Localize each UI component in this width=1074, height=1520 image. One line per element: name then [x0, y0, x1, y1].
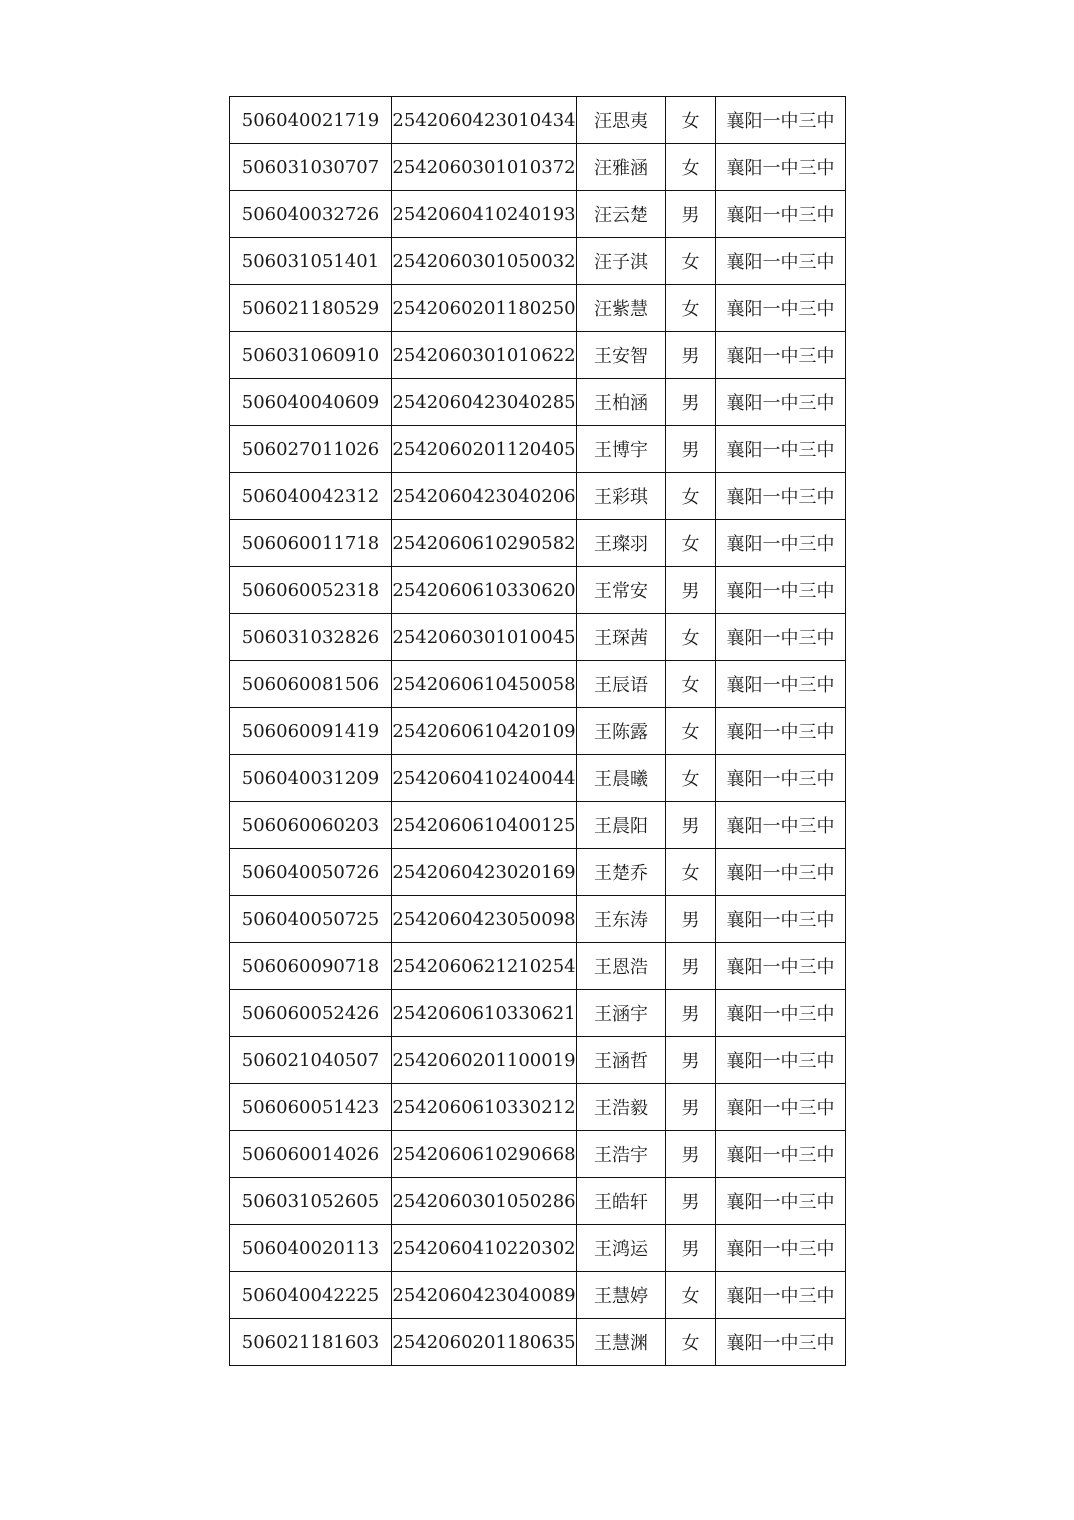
- table-row: [230, 755, 846, 802]
- gender-cell: 女: [666, 144, 716, 191]
- school-cell: 襄阳一中三中: [716, 1272, 846, 1319]
- registration-number-cell: 2542060410220302: [392, 1225, 577, 1272]
- table-row: [230, 1272, 846, 1319]
- registration-number-cell: 2542060301010372: [392, 144, 577, 191]
- registration-number-cell: 2542060610290582: [392, 520, 577, 567]
- student-name-cell: 王柏涵: [577, 379, 666, 426]
- school-cell: 襄阳一中三中: [716, 379, 846, 426]
- student-name-cell: 王安智: [577, 332, 666, 379]
- registration-number-cell: 2542060610330621: [392, 990, 577, 1037]
- gender-cell: 女: [666, 238, 716, 285]
- exam-number-cell: 506031060910: [230, 332, 392, 379]
- school-cell: 襄阳一中三中: [716, 520, 846, 567]
- school-cell: 襄阳一中三中: [716, 473, 846, 520]
- exam-number-cell: 506060052318: [230, 567, 392, 614]
- table-row: [230, 1319, 846, 1366]
- gender-cell: 男: [666, 1084, 716, 1131]
- table-row: [230, 97, 846, 144]
- school-cell: 襄阳一中三中: [716, 238, 846, 285]
- school-cell: 襄阳一中三中: [716, 755, 846, 802]
- roster-body: [230, 97, 846, 1366]
- table-row: [230, 426, 846, 473]
- table-row: [230, 661, 846, 708]
- registration-number-cell: 2542060423040089: [392, 1272, 577, 1319]
- school-cell: 襄阳一中三中: [716, 97, 846, 144]
- student-name-cell: 王慧渊: [577, 1319, 666, 1366]
- student-name-cell: 王晨曦: [577, 755, 666, 802]
- gender-cell: 男: [666, 990, 716, 1037]
- registration-number-cell: 2542060201180635: [392, 1319, 577, 1366]
- school-cell: 襄阳一中三中: [716, 1178, 846, 1225]
- student-name-cell: 王博宇: [577, 426, 666, 473]
- school-cell: 襄阳一中三中: [716, 661, 846, 708]
- table-row: [230, 896, 846, 943]
- registration-number-cell: 2542060423040206: [392, 473, 577, 520]
- table-row: [230, 614, 846, 661]
- registration-number-cell: 2542060410240044: [392, 755, 577, 802]
- exam-number-cell: 506060011718: [230, 520, 392, 567]
- table-row: [230, 849, 846, 896]
- table-row: [230, 1084, 846, 1131]
- table-row: [230, 285, 846, 332]
- student-name-cell: 王鸿运: [577, 1225, 666, 1272]
- student-name-cell: 王琛茜: [577, 614, 666, 661]
- gender-cell: 男: [666, 1178, 716, 1225]
- gender-cell: 男: [666, 1225, 716, 1272]
- exam-number-cell: 506060091419: [230, 708, 392, 755]
- registration-number-cell: 2542060201100019: [392, 1037, 577, 1084]
- gender-cell: 男: [666, 191, 716, 238]
- table-row: [230, 708, 846, 755]
- registration-number-cell: 2542060201180250: [392, 285, 577, 332]
- school-cell: 襄阳一中三中: [716, 1225, 846, 1272]
- gender-cell: 女: [666, 97, 716, 144]
- exam-number-cell: 506040040609: [230, 379, 392, 426]
- student-name-cell: 王慧婷: [577, 1272, 666, 1319]
- registration-number-cell: 2542060621210254: [392, 943, 577, 990]
- school-cell: 襄阳一中三中: [716, 144, 846, 191]
- registration-number-cell: 2542060301050286: [392, 1178, 577, 1225]
- table-row: [230, 144, 846, 191]
- student-name-cell: 王璨羽: [577, 520, 666, 567]
- exam-number-cell: 506060081506: [230, 661, 392, 708]
- gender-cell: 女: [666, 755, 716, 802]
- registration-number-cell: 2542060423040285: [392, 379, 577, 426]
- exam-number-cell: 506040020113: [230, 1225, 392, 1272]
- registration-number-cell: 2542060610420109: [392, 708, 577, 755]
- gender-cell: 女: [666, 285, 716, 332]
- exam-number-cell: 506021040507: [230, 1037, 392, 1084]
- student-name-cell: 汪云楚: [577, 191, 666, 238]
- student-name-cell: 王东涛: [577, 896, 666, 943]
- student-name-cell: 王涵哲: [577, 1037, 666, 1084]
- table-row: [230, 238, 846, 285]
- table-row: [230, 191, 846, 238]
- school-cell: 襄阳一中三中: [716, 614, 846, 661]
- school-cell: 襄阳一中三中: [716, 285, 846, 332]
- gender-cell: 女: [666, 614, 716, 661]
- student-name-cell: 汪雅涵: [577, 144, 666, 191]
- student-name-cell: 汪子淇: [577, 238, 666, 285]
- school-cell: 襄阳一中三中: [716, 1131, 846, 1178]
- exam-number-cell: 506040021719: [230, 97, 392, 144]
- exam-number-cell: 506060052426: [230, 990, 392, 1037]
- exam-number-cell: 506040042225: [230, 1272, 392, 1319]
- school-cell: 襄阳一中三中: [716, 191, 846, 238]
- school-cell: 襄阳一中三中: [716, 849, 846, 896]
- student-name-cell: 王陈露: [577, 708, 666, 755]
- gender-cell: 女: [666, 1319, 716, 1366]
- table-row: [230, 520, 846, 567]
- student-name-cell: 王浩宇: [577, 1131, 666, 1178]
- gender-cell: 女: [666, 708, 716, 755]
- registration-number-cell: 2542060423010434: [392, 97, 577, 144]
- student-name-cell: 汪紫慧: [577, 285, 666, 332]
- student-name-cell: 王恩浩: [577, 943, 666, 990]
- school-cell: 襄阳一中三中: [716, 1037, 846, 1084]
- gender-cell: 男: [666, 379, 716, 426]
- student-name-cell: 王晨阳: [577, 802, 666, 849]
- gender-cell: 男: [666, 1131, 716, 1178]
- table-row: [230, 1037, 846, 1084]
- exam-number-cell: 506021180529: [230, 285, 392, 332]
- registration-number-cell: 2542060610330212: [392, 1084, 577, 1131]
- table-row: [230, 1225, 846, 1272]
- registration-number-cell: 2542060610330620: [392, 567, 577, 614]
- table-row: [230, 943, 846, 990]
- school-cell: 襄阳一中三中: [716, 426, 846, 473]
- exam-number-cell: 506040050725: [230, 896, 392, 943]
- gender-cell: 女: [666, 1272, 716, 1319]
- exam-number-cell: 506040032726: [230, 191, 392, 238]
- gender-cell: 男: [666, 426, 716, 473]
- exam-number-cell: 506031052605: [230, 1178, 392, 1225]
- student-roster-table: [229, 96, 846, 1366]
- exam-number-cell: 506031030707: [230, 144, 392, 191]
- gender-cell: 男: [666, 567, 716, 614]
- exam-number-cell: 506027011026: [230, 426, 392, 473]
- registration-number-cell: 2542060610400125: [392, 802, 577, 849]
- table-row: [230, 332, 846, 379]
- exam-number-cell: 506031051401: [230, 238, 392, 285]
- exam-number-cell: 506060060203: [230, 802, 392, 849]
- school-cell: 襄阳一中三中: [716, 802, 846, 849]
- gender-cell: 男: [666, 1037, 716, 1084]
- school-cell: 襄阳一中三中: [716, 1319, 846, 1366]
- school-cell: 襄阳一中三中: [716, 896, 846, 943]
- gender-cell: 男: [666, 332, 716, 379]
- table-row: [230, 990, 846, 1037]
- gender-cell: 女: [666, 520, 716, 567]
- student-name-cell: 王彩琪: [577, 473, 666, 520]
- school-cell: 襄阳一中三中: [716, 708, 846, 755]
- table-row: [230, 802, 846, 849]
- student-name-cell: 王浩毅: [577, 1084, 666, 1131]
- exam-number-cell: 506060090718: [230, 943, 392, 990]
- registration-number-cell: 2542060301010622: [392, 332, 577, 379]
- gender-cell: 女: [666, 849, 716, 896]
- table-row: [230, 1131, 846, 1178]
- student-name-cell: 王涵宇: [577, 990, 666, 1037]
- student-name-cell: 王楚乔: [577, 849, 666, 896]
- registration-number-cell: 2542060610290668: [392, 1131, 577, 1178]
- school-cell: 襄阳一中三中: [716, 332, 846, 379]
- exam-number-cell: 506040042312: [230, 473, 392, 520]
- student-name-cell: 王辰语: [577, 661, 666, 708]
- registration-number-cell: 2542060301050032: [392, 238, 577, 285]
- registration-number-cell: 2542060423050098: [392, 896, 577, 943]
- gender-cell: 男: [666, 943, 716, 990]
- student-name-cell: 王常安: [577, 567, 666, 614]
- school-cell: 襄阳一中三中: [716, 943, 846, 990]
- registration-number-cell: 2542060423020169: [392, 849, 577, 896]
- exam-number-cell: 506021181603: [230, 1319, 392, 1366]
- table-row: [230, 567, 846, 614]
- table-row: [230, 1178, 846, 1225]
- registration-number-cell: 2542060301010045: [392, 614, 577, 661]
- exam-number-cell: 506060051423: [230, 1084, 392, 1131]
- school-cell: 襄阳一中三中: [716, 990, 846, 1037]
- gender-cell: 男: [666, 896, 716, 943]
- table-row: [230, 379, 846, 426]
- registration-number-cell: 2542060410240193: [392, 191, 577, 238]
- gender-cell: 女: [666, 473, 716, 520]
- exam-number-cell: 506031032826: [230, 614, 392, 661]
- student-name-cell: 汪思夷: [577, 97, 666, 144]
- gender-cell: 男: [666, 802, 716, 849]
- exam-number-cell: 506040031209: [230, 755, 392, 802]
- table-row: [230, 473, 846, 520]
- registration-number-cell: 2542060201120405: [392, 426, 577, 473]
- exam-number-cell: 506060014026: [230, 1131, 392, 1178]
- school-cell: 襄阳一中三中: [716, 1084, 846, 1131]
- exam-number-cell: 506040050726: [230, 849, 392, 896]
- school-cell: 襄阳一中三中: [716, 567, 846, 614]
- registration-number-cell: 2542060610450058: [392, 661, 577, 708]
- gender-cell: 女: [666, 661, 716, 708]
- student-name-cell: 王皓轩: [577, 1178, 666, 1225]
